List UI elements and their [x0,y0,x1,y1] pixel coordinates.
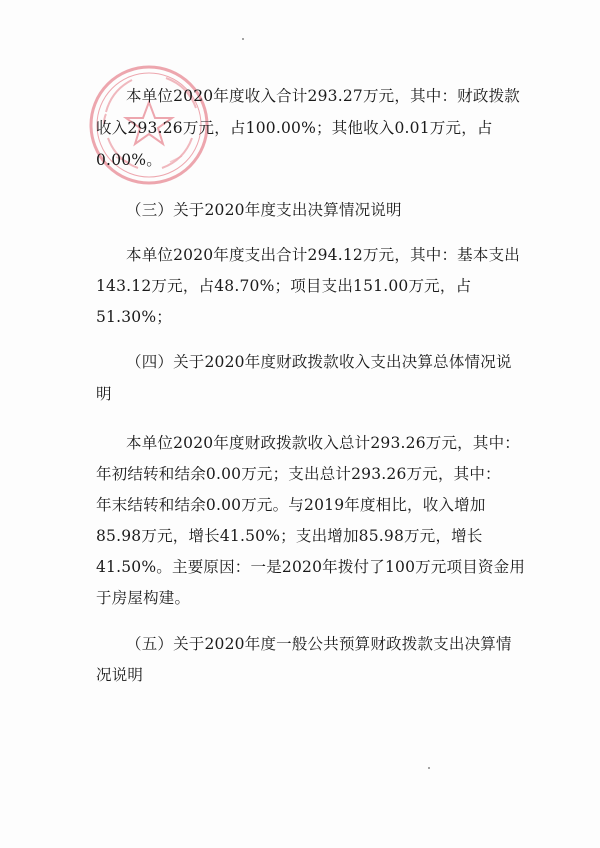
section-heading-4-line-1: （四）关于2020年度财政拨款收入支出决算总体情况说 [126,353,512,371]
paragraph-fiscal-line-3: 年末结转和结余0.00万元。与2019年度相比，收入增加 [96,496,486,514]
paragraph-income-line-2: 收入293.26万元，占100.00%；其他收入0.01万元，占 [96,119,493,137]
section-heading-5-line-1: （五）关于2020年度一般公共预算财政拨款支出决算情 [126,635,512,653]
paragraph-income-line-3: 0.00%。 [96,151,162,169]
paragraph-fiscal-line-4: 85.98万元，增长41.50%；支出增加85.98万元，增长 [96,527,483,545]
section-heading-5-line-2: 况说明 [96,666,144,684]
paragraph-expense-line-2: 143.12万元，占48.70%；项目支出151.00万元，占 [96,277,472,295]
section-heading-4-line-2: 明 [96,385,112,403]
scan-speck [242,38,244,40]
paragraph-fiscal-line-6: 于房屋构建。 [96,589,191,607]
paragraph-income-line-1: 本单位2020年度收入合计293.27万元，其中：财政拨款 [126,87,520,105]
section-heading-3: （三）关于2020年度支出决算情况说明 [126,201,402,219]
paragraph-fiscal-line-1: 本单位2020年度财政拨款收入总计293.26万元，其中： [126,434,520,452]
paragraph-expense-line-3: 51.30%； [96,308,173,326]
paragraph-fiscal-line-2: 年初结转和结余0.00万元；支出总计293.26万元，其中： [96,465,501,483]
scan-speck [428,767,430,769]
paragraph-fiscal-line-5: 41.50%。主要原因：一是2020年拨付了100万元项目资金用 [96,558,526,576]
paragraph-expense-line-1: 本单位2020年度支出合计294.12万元，其中：基本支出 [126,246,520,264]
